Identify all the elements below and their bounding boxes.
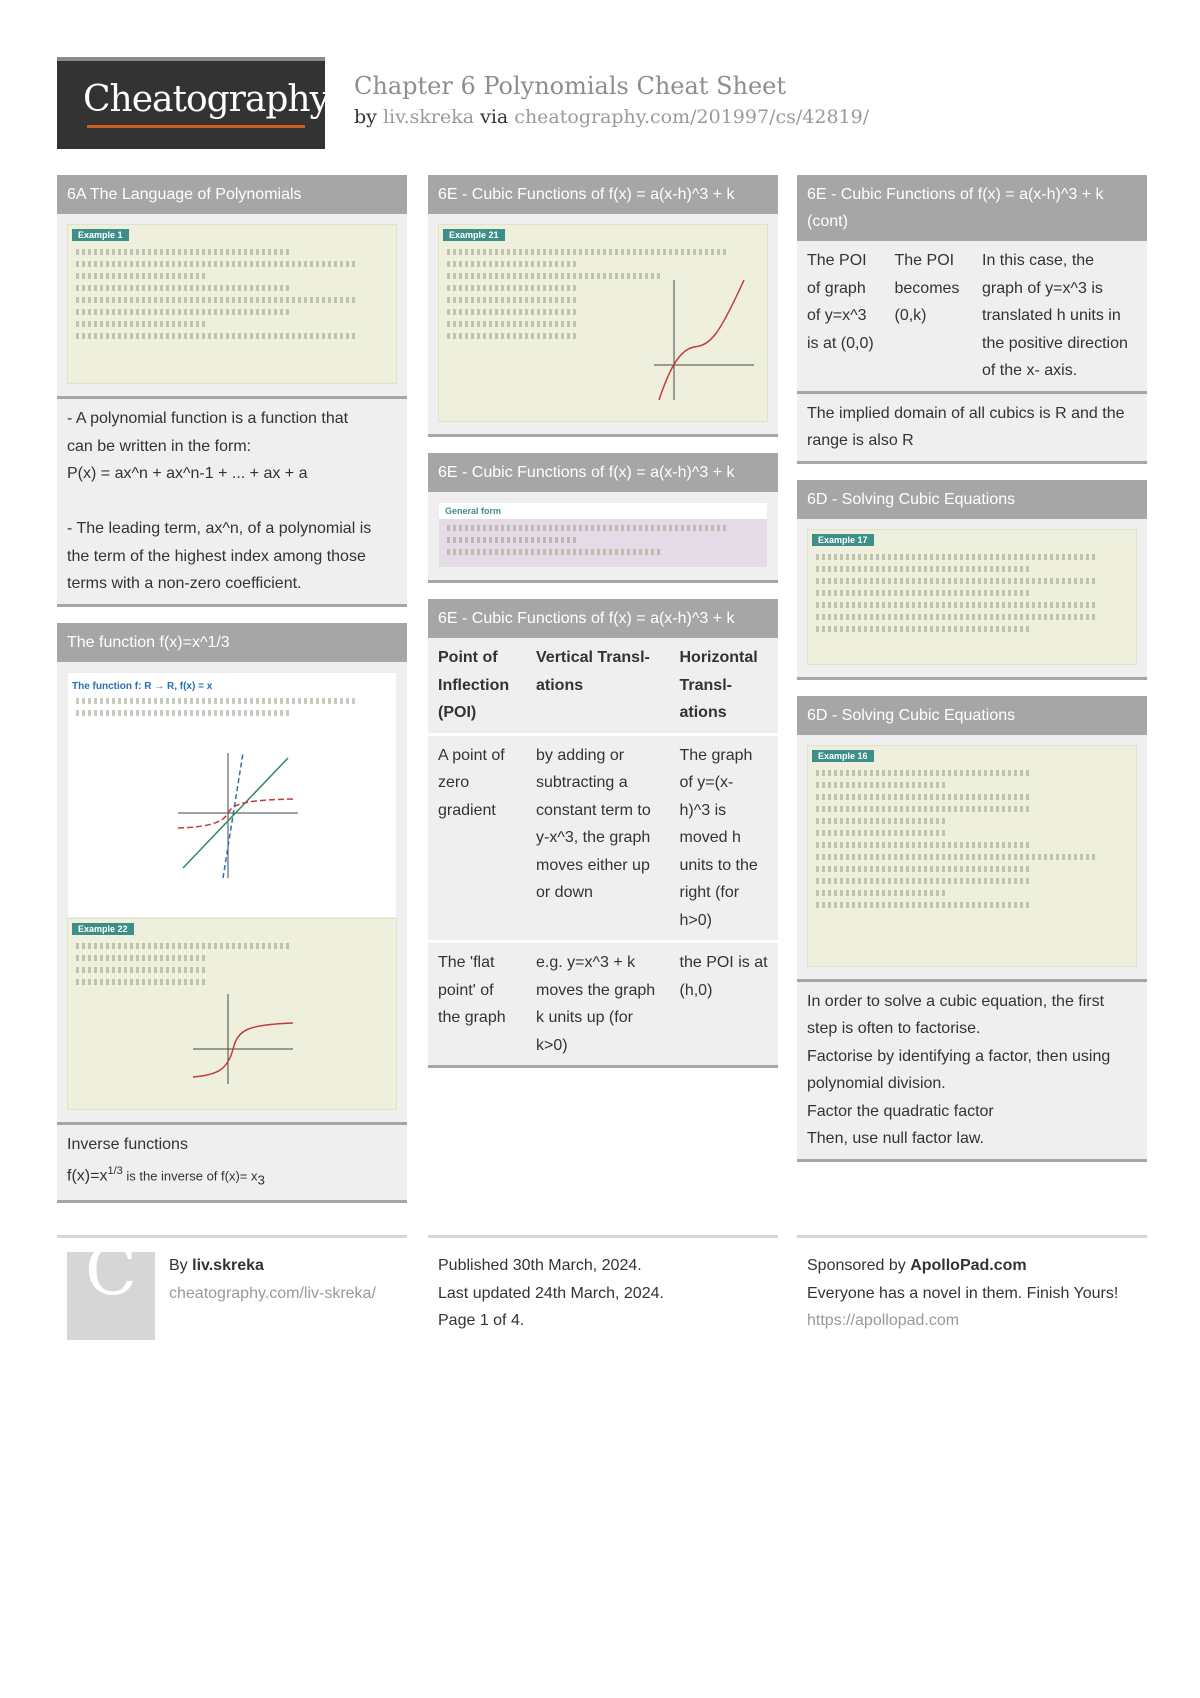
footer-author-text [169,1252,407,1307]
text-line: the term of the highest index among those [67,547,366,565]
image-title: The function f: R → R, f(x) = x [72,680,213,692]
table-header-cell: Point of Inflection (POI) [438,649,510,721]
image-text-line [76,297,355,303]
image-text-line [816,806,1029,812]
general-form-label: General form [445,506,502,516]
image-text-line [816,614,1095,620]
box-solving-cubics-1 [797,480,1147,680]
column-3 [797,175,1147,1178]
text-line: Factor the quadratic factor [807,1102,994,1120]
image-text-line [816,878,1029,884]
by-label: By [169,1257,188,1274]
definition-text [57,399,407,604]
box-cubic-functions-1 [428,175,778,437]
text-line: P(x) = ax^n + ax^n-1 + ... + ax + a [67,465,308,482]
table-row [797,241,1147,391]
image-text-line [76,955,207,961]
table-header-cell: Vertical Transl- ations [536,649,650,694]
box-title: 6A The Language of Polynomials [57,175,407,214]
general-form-image [438,502,768,568]
sponsor-line [797,1252,1147,1280]
image-text-line [816,890,947,896]
footer-author-name[interactable]: liv.skreka [192,1257,264,1274]
image-text-line [816,818,947,824]
byline-via: via [480,106,509,128]
sponsor-text: Everyone has a novel in them. Finish Yours! [807,1284,1119,1302]
box-cubic-functions-table [428,599,778,1068]
box-title: 6E - Cubic Functions of f(x) = a(x-h)^3 + k [428,453,778,492]
example-image-wrap [797,735,1147,979]
example-22-graph [188,989,298,1089]
image-text-line [816,794,1029,800]
solving-steps-text [797,982,1147,1159]
image-text-line [816,602,1095,608]
text-line: - A polynomial function is a function that [67,410,349,427]
example-1-image [67,224,397,384]
table-cell: the POI is at (h,0) [670,942,779,1066]
image-text-line [816,566,1029,572]
poi-table-wrap [797,241,1147,464]
example-image-wrap [428,214,778,437]
avatar-letter: C [85,1232,138,1311]
text-line: polynomial division. [807,1075,946,1092]
formula-part: is the inverse of f(x)= x [122,1168,258,1184]
image-text-line [76,249,289,255]
table-cell: e.g. y=x^3 + k moves the graph k units up (for k>0) [526,942,670,1066]
image-text-line [76,321,207,327]
footer-author [57,1232,407,1311]
box-solving-cubics-2 [797,696,1147,1162]
sheet-url-link[interactable]: cheatography.com/201997/cs/42819/ [514,106,870,128]
general-form-panel [439,519,767,567]
image-text-line [816,782,947,788]
solving-steps-section [797,979,1147,1162]
box-title: 6E - Cubic Functions of f(x) = a(x-h)^3 + k [428,599,778,638]
footer-by-line [169,1252,407,1280]
image-text-line [447,549,660,555]
table-cell: In this case, the graph of y=x^3 is translated h units in the positive direction of the x- axis. [982,252,1128,379]
logo-underline [87,125,305,128]
image-text-line [447,297,578,303]
box-title: The function f(x)=x^1/3 [57,623,407,662]
cube-root-graph [168,743,308,883]
box-cubic-functions-2 [428,453,778,583]
column-1 [57,175,407,1219]
image-text-line [447,261,578,267]
table-cell: A point of zero gradient [428,734,526,942]
text-line [67,1158,397,1194]
example-badge: Example 16 [812,750,874,762]
box-title: 6D - Solving Cubic Equations [797,696,1147,735]
formula-sub: 3 [257,1172,265,1188]
cheatography-logo[interactable] [57,57,329,149]
image-text-line [76,261,355,267]
column-2 [428,175,778,1084]
table-cell: The POI becomes (0,k) [894,252,960,324]
text-line: In order to solve a cubic equation, the first [807,992,1105,1010]
definition-section [57,396,407,607]
table-cell: by adding or subtracting a constant term to y-x^3, the graph moves either up or down [526,734,670,942]
image-text-line [76,273,207,279]
page-title: Chapter 6 Polynomials Cheat Sheet [354,72,787,100]
text-line: step is often to factorise. [807,1020,981,1037]
image-text-line [76,698,355,704]
text-line: Factorise by identifying a factor, then using [807,1047,1111,1065]
box-title: 6E - Cubic Functions of f(x) = a(x-h)^3 + k [428,175,778,214]
footer-sponsor [797,1235,1147,1335]
image-text-line [816,830,947,836]
example-image-wrap [57,214,407,396]
example-21-graph [649,275,759,405]
published-date: Published 30th March, 2024. [438,1257,642,1274]
sponsor-url[interactable]: https://apollopad.com [807,1312,960,1329]
image-text-line [816,590,1029,596]
avatar [67,1232,155,1340]
image-text-line [76,333,355,339]
image-text-line [76,309,289,315]
image-text-line [447,249,726,255]
text-line: terms with a non-zero coefficient. [67,575,302,592]
formula-sup: 1/3 [107,1165,123,1177]
image-text-line [76,710,289,716]
table-cell: The graph of y=(x- h)^3 is moved h units to the right (for h>0) [670,734,779,942]
text-line: Inverse functions [67,1135,188,1153]
image-text-line [816,854,1095,860]
blank-line [67,488,397,516]
example-17-image [807,529,1137,665]
table-row [428,942,778,1066]
byline [354,106,869,128]
general-form-wrap [428,492,778,583]
example-image-wrap [797,519,1147,680]
image-text-line [447,525,726,531]
image-text-line [816,626,1029,632]
image-text-line [76,285,289,291]
image-text-line [816,578,1095,584]
author-link[interactable]: liv.skreka [382,106,475,128]
footer-dates [428,1235,778,1335]
box-cube-root-function [57,623,407,1204]
example-22-image [67,918,397,1110]
sponsor-prefix: Sponsored by [807,1257,906,1274]
example-16-image [807,745,1137,967]
updated-date: Last updated 24th March, 2024. [438,1284,664,1302]
translations-table [428,638,778,1065]
image-text-line [816,770,1029,776]
byline-prefix: by [354,106,377,128]
box-language-of-polynomials [57,175,407,607]
image-text-line [447,321,578,327]
image-text-line [447,537,578,543]
example-badge: Example 21 [443,229,505,241]
inverse-text [57,1125,407,1201]
image-text-line [816,902,1029,908]
table-cell: The POI of graph of y=x^3 is at (0,0) [807,252,874,352]
box-cubic-functions-cont [797,175,1147,464]
example-badge: Example 22 [72,923,134,935]
image-text-line [816,866,1029,872]
sponsor-name[interactable]: ApolloPad.com [910,1257,1027,1274]
footer-author-url[interactable]: cheatography.com/liv-skreka/ [169,1284,376,1302]
example-badge: Example 17 [812,534,874,546]
page-number: Page 1 of 4. [438,1312,525,1329]
text-line: Then, use null factor law. [807,1130,984,1147]
poi-table [797,241,1147,391]
table-row [428,734,778,942]
logo-text: Cheatography [83,79,329,120]
image-text-line [447,333,578,339]
image-text-line [76,979,207,985]
box-title: 6E - Cubic Functions of f(x) = a(x-h)^3 + k (cont) [797,175,1147,241]
formula-part: f(x)=x [67,1167,108,1185]
image-text-line [76,943,289,949]
domain-range-note: The implied domain of all cubics is R and the range is also R [797,391,1147,461]
table-header-cell: Horizontal Transl- ations [679,649,758,721]
table-header-row [428,638,778,734]
text-line: can be written in the form: [67,437,252,455]
image-text-line [447,273,660,279]
example-badge: Example 1 [72,229,129,241]
translations-table-wrap [428,638,778,1068]
inverse-section [57,1122,407,1204]
cube-root-graph-image [67,672,397,918]
box-title: 6D - Solving Cubic Equations [797,480,1147,519]
image-text-line [816,554,1095,560]
image-text-line [447,285,578,291]
example-21-image [438,224,768,422]
image-text-line [76,967,207,973]
function-image-wrap [57,662,407,1122]
image-text-line [447,309,578,315]
image-text-line [816,842,1029,848]
table-cell: The 'flat point' of the graph [428,942,526,1066]
text-line: - The leading term, ax^n, of a polynomial is [67,520,372,537]
